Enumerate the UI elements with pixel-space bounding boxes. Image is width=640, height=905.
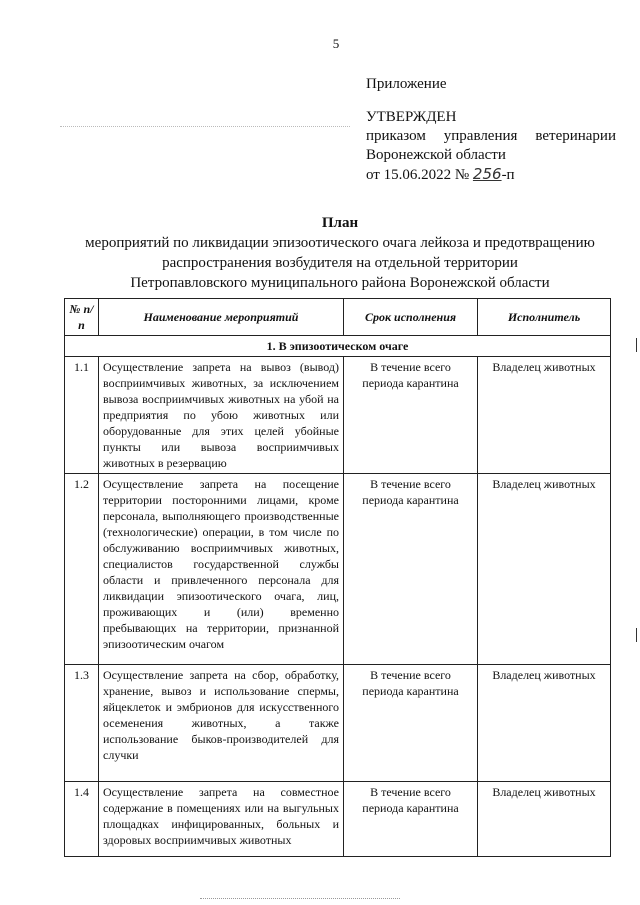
title-line-2: распространения возбудителя на отдельной территории	[162, 255, 518, 271]
row-num: 1.3	[65, 665, 99, 782]
scan-artifact-line	[200, 898, 400, 899]
row-term: В течение всего периода карантина	[344, 782, 478, 857]
row-executor: Владелец животных	[478, 474, 611, 665]
scan-artifact-line	[60, 126, 350, 127]
row-term: В течение всего периода карантина	[344, 357, 478, 474]
row-name: Осуществление запрета на совместное содержание в помещениях или на выгульных площадках инфицированных, больных и здоровых восприимчивых животных	[99, 782, 344, 857]
header-name: Наименование мероприятий	[99, 299, 344, 336]
header-num: № п/п	[65, 299, 99, 336]
order-line-2: Воронежской области	[366, 147, 506, 163]
page-number: 5	[332, 36, 340, 51]
row-name: Осуществление запрета на вывоз (вывод) восприимчивых животных, за исключением вывоза восприимчивых животных на убой на предприятия по убою животных или оборудованные для этих целей убойные пункты или вывоза восприимчивых животных в резервацию	[99, 357, 344, 474]
scan-edge-mark	[636, 628, 637, 642]
table-row	[65, 474, 611, 665]
row-term: В течение всего периода карантина	[344, 665, 478, 782]
row-executor: Владелец животных	[478, 357, 611, 474]
order-line-1: приказом управления ветеринарии	[366, 128, 616, 144]
title-line-3: Петропавловского муниципального района Воронежской области	[130, 275, 550, 291]
row-name: Осуществление запрета на сбор, обработку, хранение, вывоз и использование спермы, яйцеклеток и эмбрионов для искусственного осеменения животных, а также использование быков-производителей для случки	[99, 665, 344, 782]
row-term: В течение всего периода карантина	[344, 474, 478, 665]
approval-block	[366, 108, 616, 185]
header-executor: Исполнитель	[478, 299, 611, 336]
row-num: 1.1	[65, 357, 99, 474]
approved-label: УТВЕРЖДЕН	[366, 109, 457, 125]
row-executor: Владелец животных	[478, 665, 611, 782]
order-date: от 15.06.2022 №	[366, 167, 470, 183]
table-row	[65, 357, 611, 474]
header-term: Срок исполнения	[344, 299, 478, 336]
plan-table	[64, 298, 611, 857]
appendix-label: Приложение	[366, 76, 447, 92]
order-suffix: -п	[501, 167, 515, 183]
row-executor: Владелец животных	[478, 782, 611, 857]
row-name: Осуществление запрета на посещение территории посторонними лицами, кроме персонала, выполняющего производственные (технологические) операции, в том числе по обслуживанию восприимчивых животных, специалистов государственной службы области и привлеченного персонала для ликвидации эпизоотического очага, лиц, проживающих и (или) временно пребывающих на территории, признанной эпизоотическим очагом	[99, 474, 344, 665]
scan-edge-mark	[636, 338, 637, 352]
document-title	[60, 213, 620, 293]
table-row	[65, 665, 611, 782]
section-row	[65, 336, 611, 357]
table-header-row	[65, 299, 611, 336]
row-num: 1.4	[65, 782, 99, 857]
title-heading: План	[321, 215, 359, 231]
order-number-handwritten: 256	[472, 165, 502, 183]
title-line-1: мероприятий по ликвидации эпизоотического очага лейкоза и предотвращению	[85, 235, 595, 251]
table-row	[65, 782, 611, 857]
order-date-line	[366, 165, 616, 185]
section-title: 1. В эпизоотическом очаге	[65, 336, 611, 357]
row-num: 1.2	[65, 474, 99, 665]
